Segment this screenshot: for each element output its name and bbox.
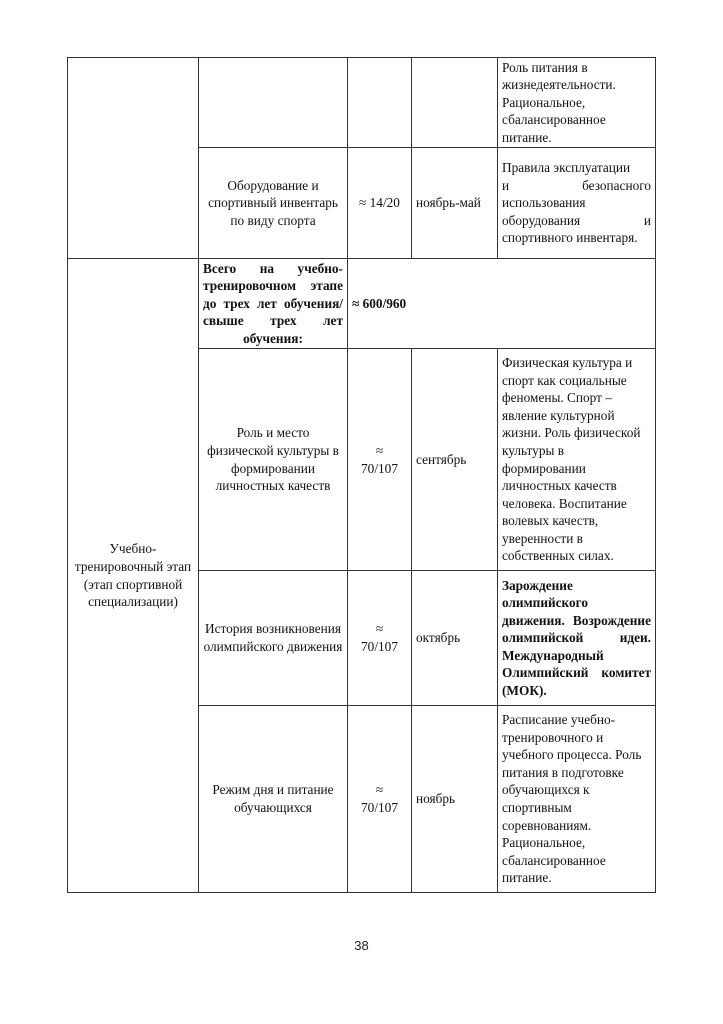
hours-text: 70/107 [361,800,398,815]
training-plan-table [67,57,656,893]
stage-label: Учебно-тренировочный этап (этап спортивной специализации) [74,541,192,610]
content-text: Зарождение олимпийского движения. Возрождение олимпийской идеи. Международный Олимпийский комитет (МОК). [502,577,651,698]
period-cell [412,706,498,893]
total-hours: ≈ 600/960 [352,295,407,311]
stage-cell [68,259,199,893]
content-line [502,212,651,230]
content-cell [498,706,656,893]
stage-cell-previous [68,58,199,259]
content-word: и [643,212,651,228]
topic-text: Роль и место физической культуры в формировании личностных качеств [207,425,339,494]
content-line: спортивного инвентаря. [502,230,638,246]
topic-cell [199,58,348,148]
period-text: сентябрь [416,451,467,467]
approx-symbol: ≈ [375,442,384,458]
topic-text: Оборудование и спортивный инвентарь по виду спорта [208,177,338,228]
topic-cell [199,148,348,259]
total-label-cell [199,259,348,349]
hours-text: 70/107 [361,639,398,654]
content-word: безопасного [582,177,651,193]
hours-cell [348,706,412,893]
topic-text: Режим дня и питание обучающихся [212,782,334,815]
content-text: Физическая культура и спорт как социальные феномены. Спорт – явление культурной жизни. Роль физической культуры в формировании личностных качеств человека. Воспитание волевых качеств, уверенности в собственных силах. [502,355,641,564]
content-cell [498,148,656,259]
content-line: использования [502,195,586,211]
content-word: и [502,177,510,193]
period-cell [412,58,498,148]
content-line: Правила эксплуатации [502,160,631,176]
period-cell [412,571,498,706]
period-text: ноябрь [416,791,456,807]
content-cell [498,571,656,706]
hours-cell [348,349,412,571]
approx-symbol: ≈ [375,782,384,798]
period-cell [412,349,498,571]
total-hours-cell [348,259,656,349]
hours-cell [348,148,412,259]
content-word: оборудования [502,212,581,228]
period-text: октябрь [416,630,461,646]
topic-cell [199,349,348,571]
hours-cell [348,58,412,148]
content-text: Роль питания в жизнедеятельности. Рациональное, сбалансированное питание. [502,59,616,145]
content-line [502,177,651,195]
period-cell [412,148,498,259]
topic-cell [199,571,348,706]
total-label: Всего на учебно-тренировочном этапе до трех лет обучения/ свыше трех лет обучения: [203,260,343,346]
content-cell [498,349,656,571]
content-text: Расписание учебно-тренировочного и учебного процесса. Роль питания в подготовке обучающихся к спортивным соревнованиям. Рациональное, сбалансированное питание. [502,712,642,886]
total-row [68,259,656,349]
content-cell [498,58,656,148]
approx-symbol: ≈ [375,621,384,637]
period-text: ноябрь-май [416,195,481,211]
topic-text: История возникновения олимпийского движения [203,621,343,654]
hours-text: ≈ 14/20 [359,195,400,211]
page-number: 38 [354,938,369,953]
topic-cell [199,706,348,893]
hours-cell [348,571,412,706]
table-row [68,58,656,148]
hours-text: 70/107 [361,460,398,476]
